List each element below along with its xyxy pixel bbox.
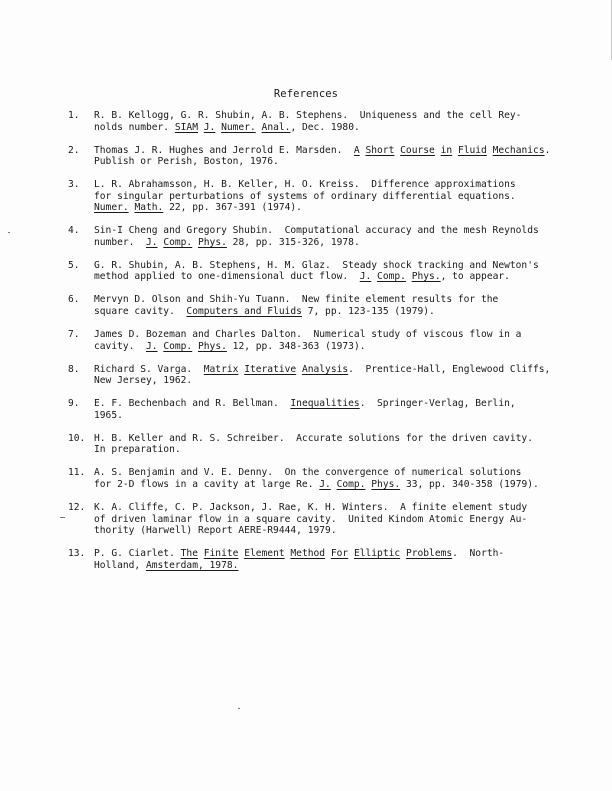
reference-number: 10. — [68, 432, 86, 444]
reference-text-run: Mervyn D. Olson and Shih-Yu Tuann. New finite element results for the — [94, 294, 499, 306]
reference-text — [94, 110, 568, 133]
underlined-title-run: Iterative — [244, 363, 297, 375]
underlined-title-run: Phys. — [411, 271, 441, 283]
reference-text-run: . Springer-Verlag, Berlin, — [359, 398, 516, 410]
underlined-title-run: Method — [290, 548, 326, 560]
reference-text-run: James D. Bozeman and Charles Dalton. Numerical study of viscous flow in a — [94, 329, 522, 341]
reference-item — [68, 548, 568, 571]
reference-item — [68, 260, 568, 283]
underlined-title-run: Anal. — [261, 121, 291, 133]
underlined-title-run: Comp. — [163, 340, 193, 352]
reference-text-run: cavity. — [94, 340, 146, 352]
reference-text-run: A. S. Benjamin and V. E. Denny. On the convergence of numerical solutions — [94, 467, 522, 479]
reference-number: 4. — [68, 225, 80, 237]
reference-item — [68, 467, 568, 490]
underlined-title-run: Comp. — [377, 271, 406, 283]
reference-number: 9. — [68, 398, 80, 410]
underlined-title-run: J. — [203, 121, 216, 133]
reference-text-run: method applied to one-dimensional duct flow. — [94, 271, 360, 283]
underlined-title-run: J. — [145, 236, 158, 248]
underlined-title-run: Short — [365, 144, 395, 156]
underlined-title-run: Numer. — [221, 121, 256, 133]
reference-item — [68, 433, 568, 456]
reference-text-run: . — [544, 144, 551, 156]
reference-text — [94, 260, 568, 283]
underlined-title-run: The — [180, 548, 198, 560]
reference-number: 1. — [68, 110, 80, 121]
reference-text — [94, 225, 568, 248]
underlined-title-run: A — [353, 144, 360, 156]
reference-item — [68, 364, 568, 387]
underlined-title-run: Computers and Fluids — [186, 305, 302, 317]
reference-text — [94, 502, 568, 537]
reference-number: 7. — [68, 329, 80, 341]
reference-text-run: 1965. — [94, 409, 123, 421]
reference-number: 12. — [68, 502, 86, 514]
reference-item — [68, 329, 568, 352]
reference-text — [94, 294, 568, 317]
reference-item — [68, 110, 568, 133]
underlined-title-run: Inequalities — [290, 398, 360, 410]
reference-text-run: Holland, — [94, 559, 146, 571]
reference-item — [68, 502, 568, 537]
underlined-title-run: Element — [244, 548, 285, 560]
reference-text-run: of driven laminar flow in a square cavity. United Kindom Atomic Energy Au- — [94, 513, 528, 525]
scan-speck — [8, 232, 10, 233]
reference-text — [94, 145, 568, 168]
underlined-title-run: Fluid — [457, 144, 487, 156]
reference-text — [94, 398, 568, 421]
reference-text — [94, 364, 568, 387]
underlined-title-run: J. — [319, 478, 331, 490]
reference-text-run: G. R. Shubin, A. B. Stephens, H. M. Glaz. Steady shock tracking and Newton's — [94, 259, 539, 271]
reference-text — [94, 179, 568, 214]
underlined-title-run: Comp. — [336, 478, 366, 490]
reference-number: 2. — [68, 144, 80, 156]
underlined-title-run: Matrix — [203, 363, 239, 375]
reference-text-run: New Jersey, 1962. — [94, 375, 193, 387]
reference-text-run: K. A. Cliffe, C. P. Jackson, J. Rae, K. H. Winters. A finite element study — [94, 502, 528, 514]
underlined-title-run: Analysis — [301, 363, 349, 375]
reference-text-run: Thomas J. R. Hughes and Jerrold E. Marsden. — [94, 144, 354, 156]
underlined-title-run: Amsterdam, 1978. — [145, 559, 239, 571]
reference-text-run: , to appear. — [440, 271, 510, 283]
reference-text-run: . Prentice-Hall, Englewood Cliffs, — [348, 363, 551, 375]
underlined-title-run: Math. — [134, 202, 164, 214]
reference-text-run: In preparation. — [94, 444, 181, 456]
reference-item — [68, 398, 568, 421]
reference-text-run: for singular perturbations of systems of ordinary differential equations. — [94, 190, 516, 202]
underlined-title-run: Numer. — [94, 202, 129, 214]
underlined-title-run: Problems — [405, 548, 453, 560]
reference-text — [94, 548, 568, 571]
scan-speck — [60, 517, 65, 518]
reference-text-run: Richard S. Varga. — [94, 363, 204, 375]
page-title: References — [273, 88, 339, 100]
reference-text-run: Sin-I Cheng and Gregory Shubin. Computational accuracy and the mesh Reynolds — [94, 225, 539, 237]
reference-text-run: 28, pp. 315-326, 1978. — [226, 236, 360, 248]
underlined-title-run: For — [330, 548, 349, 560]
reference-item — [68, 145, 568, 168]
reference-item — [68, 294, 568, 317]
reference-number: 5. — [68, 259, 80, 271]
underlined-title-run: Finite — [203, 548, 239, 560]
reference-number: 13. — [68, 548, 86, 560]
reference-text-run: square cavity. — [94, 305, 187, 317]
reference-text-run: . North- — [452, 548, 505, 560]
reference-number: 8. — [68, 363, 80, 375]
reference-text-run: Publish or Perish, Boston, 1976. — [94, 156, 279, 168]
underlined-title-run: Mechanics — [492, 144, 545, 156]
reference-text-run: nolds number. — [94, 121, 175, 133]
reference-text-run: L. R. Abrahamsson, H. B. Keller, H. O. Kreiss. Difference approximations — [94, 179, 516, 191]
reference-text-run: P. G. Ciarlet. — [94, 548, 181, 560]
reference-text-run: 12, pp. 348-363 (1973). — [226, 340, 366, 352]
reference-number: 6. — [68, 294, 80, 306]
reference-text-run: H. B. Keller and R. S. Schreiber. Accurate solutions for the driven cavity. — [94, 432, 533, 444]
underlined-title-run: Course — [400, 144, 435, 156]
underlined-title-run: Phys. — [371, 478, 401, 490]
reference-text-run: R. B. Kellogg, G. R. Shubin, A. B. Stephens. Uniqueness and the cell Rey- — [94, 110, 522, 121]
reference-text-run: for 2-D flows in a cavity at large Re. — [94, 478, 320, 490]
reference-number: 11. — [68, 467, 86, 479]
reference-item — [68, 179, 568, 214]
underlined-title-run: Elliptic — [353, 548, 401, 560]
reference-text-run: , Dec. 1980. — [290, 121, 360, 133]
reference-text-run: E. F. Bechenbach and R. Bellman. — [94, 398, 291, 410]
reference-text — [94, 329, 568, 352]
reference-number: 3. — [68, 179, 80, 191]
scan-speck — [238, 708, 240, 709]
underlined-title-run: in — [440, 144, 453, 156]
reference-text-run: 33, pp. 340-358 (1979). — [400, 478, 539, 490]
reference-text — [94, 433, 568, 456]
underlined-title-run: Comp. — [163, 236, 193, 248]
reference-list — [68, 110, 568, 583]
reference-text — [94, 467, 568, 490]
underlined-title-run: J. — [359, 271, 372, 283]
underlined-title-run: SIAM — [174, 121, 198, 133]
reference-text-run: 22, pp. 367-391 (1974). — [163, 202, 302, 214]
underlined-title-run: Phys. — [198, 340, 227, 352]
reference-text-run: number. — [94, 236, 146, 248]
underlined-title-run: Phys. — [198, 236, 227, 248]
underlined-title-run: J. — [145, 340, 158, 352]
reference-item — [68, 225, 568, 248]
reference-text-run: 7, pp. 123-135 (1979). — [301, 305, 435, 317]
reference-text-run: thority (Harwell) Report AERE-R9444, 1979. — [94, 525, 337, 537]
